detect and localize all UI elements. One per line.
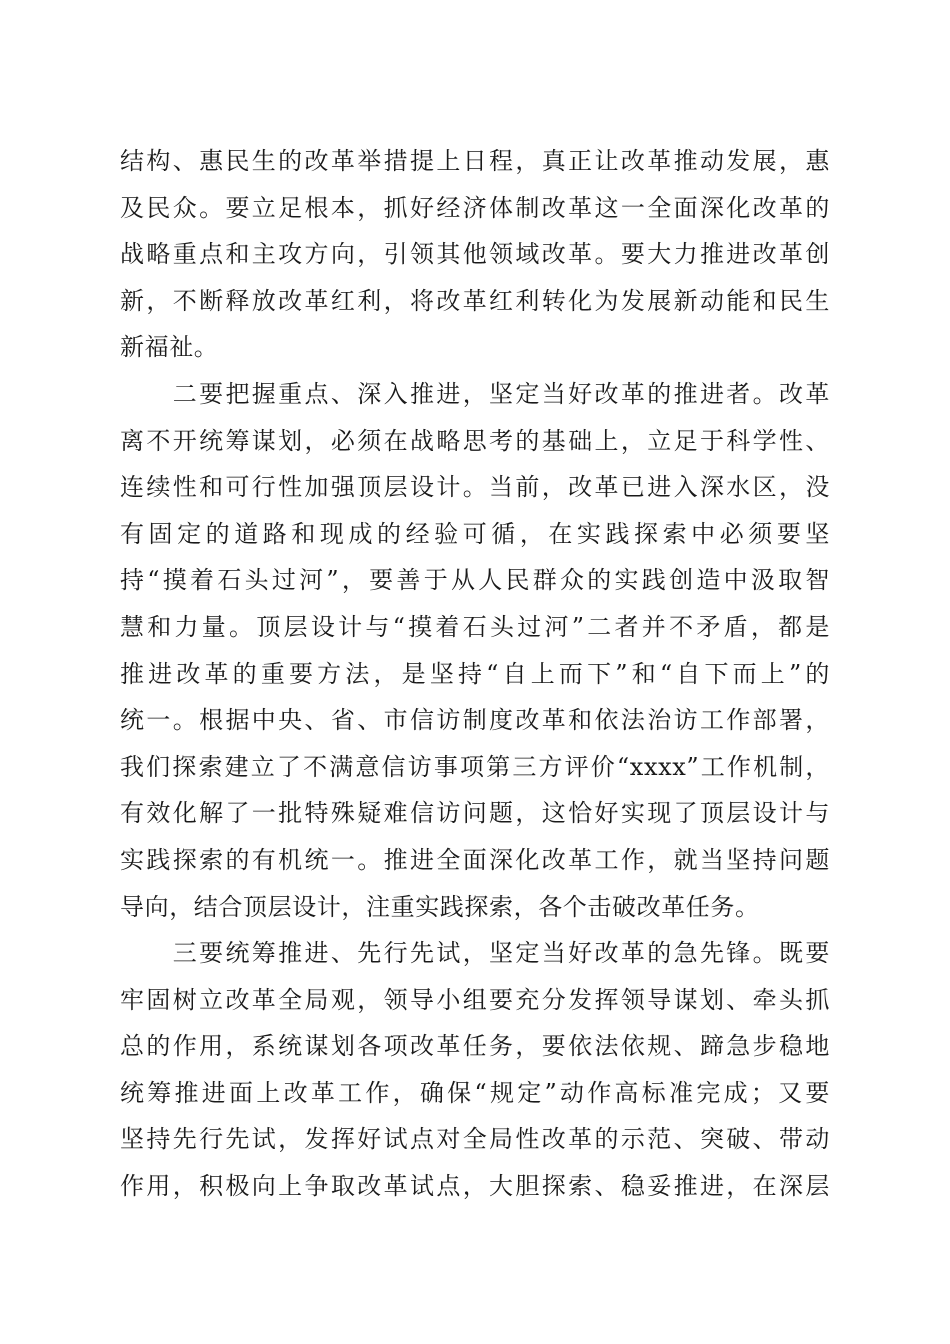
text-line: 作用，积极向上争取改革试点，大胆探索、稳妥推进，在深层: [120, 1172, 830, 1201]
text-line: 总的作用，系统谋划各项改革任务，要依法依规、蹄急步稳地: [120, 1032, 830, 1061]
body-text: [120, 138, 830, 1210]
paragraph-3: [120, 930, 830, 1210]
text-line: 慧和力量。顶层设计与“摸着石头过河”二者并不矛盾，都是: [120, 612, 830, 641]
text-line: 新福祉。: [120, 333, 219, 362]
text-line: 坚持先行先试，发挥好试点对全局性改革的示范、突破、带动: [120, 1125, 830, 1154]
text-line: 统筹推进面上改革工作，确保“规定”动作高标准完成；又要: [120, 1078, 830, 1107]
text-line: 三要统筹推进、先行先试，坚定当好改革的急先锋。既要: [120, 939, 830, 968]
text-line: 新，不断释放改革红利，将改革红利转化为发展新动能和民生: [120, 286, 830, 315]
text-line: 战略重点和主攻方向，引领其他领域改革。要大力推进改革创: [120, 240, 830, 269]
text-line: 有固定的道路和现成的经验可循，在实践探索中必须要坚: [120, 519, 830, 548]
text-line: 我们探索建立了不满意信访事项第三方评价“xxxx”工作机制，: [120, 752, 830, 781]
text-line: 实践探索的有机统一。推进全面深化改革工作，就当坚持问题: [120, 845, 830, 874]
paragraph-1: [120, 138, 830, 371]
text-line: 有效化解了一批特殊疑难信访问题，这恰好实现了顶层设计与: [120, 799, 830, 828]
text-line: 连续性和可行性加强顶层设计。当前，改革已进入深水区，没: [120, 473, 830, 502]
text-line: 导向，结合顶层设计，注重实践探索，各个击破改革任务。: [120, 892, 760, 921]
text-line: 结构、惠民生的改革举措提上日程，真正让改革推动发展，惠: [120, 147, 830, 175]
text-line: 二要把握重点、深入推进，坚定当好改革的推进者。改革: [120, 379, 830, 408]
paragraph-2: [120, 371, 830, 930]
text-line: 牢固树立改革全局观，领导小组要充分发挥领导谋划、牵头抓: [120, 985, 830, 1014]
text-line: 统一。根据中央、省、市信访制度改革和依法治访工作部署，: [120, 706, 830, 735]
text-line: 推进改革的重要方法，是坚持“自上而下”和“自下而上”的: [120, 659, 830, 688]
text-line: 持“摸着石头过河”，要善于从人民群众的实践创造中汲取智: [120, 566, 830, 595]
text-line: 及民众。要立足根本，抓好经济体制改革这一全面深化改革的: [120, 193, 830, 222]
text-line: 离不开统筹谋划，必须在战略思考的基础上，立足于科学性、: [120, 426, 830, 455]
